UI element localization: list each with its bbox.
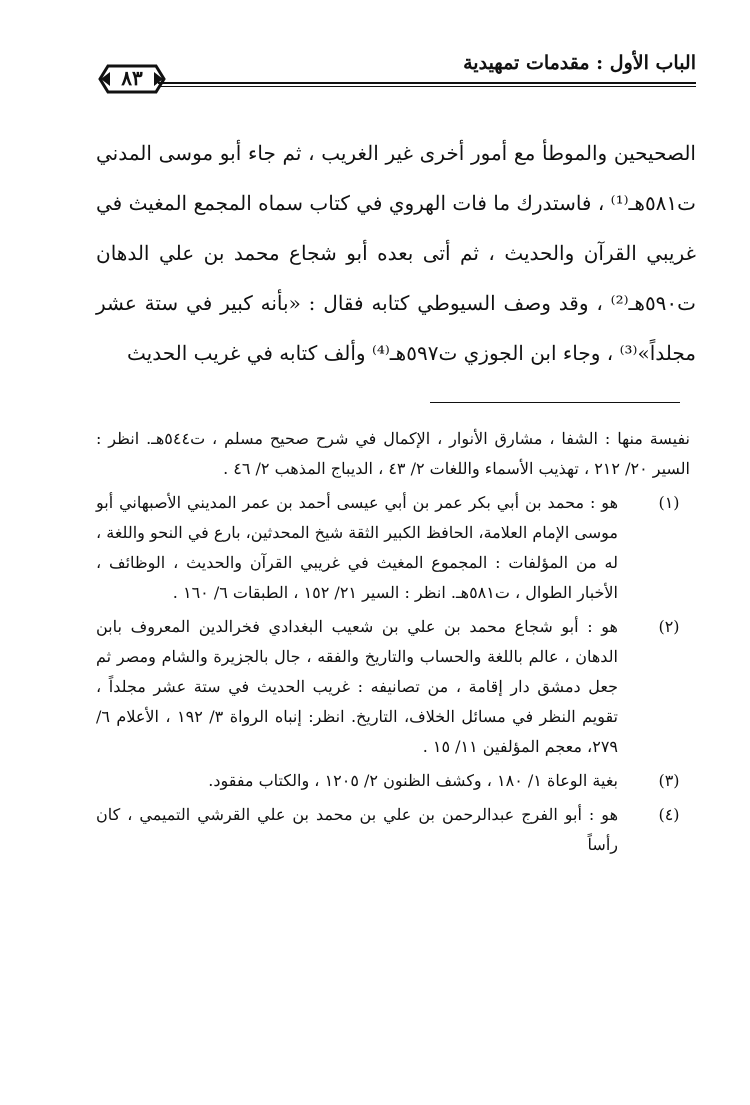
footnote-continuation: نفيسة منها : الشفا ، مشارق الأنوار ، الإكمال في شرح صحيح مسلم ، ت٥٤٤هـ. انظر : السير ٢٠/ ٢١٢ ، تهذيب الأسماء واللغات ٢/ ٤٣ ، الديباج المذهب ٢/ ٤٦ . bbox=[96, 429, 691, 478]
footnote-text: هو : أبو الفرج عبدالرحمن بن علي بن محمد بن علي القرشي التميمي ، كان رأساً bbox=[96, 805, 618, 854]
footnote-2 bbox=[96, 612, 690, 762]
footnotes bbox=[96, 424, 690, 860]
footnote-number: (٢) bbox=[658, 617, 680, 636]
footnote-number: (٣) bbox=[658, 771, 680, 790]
footnote-number: (٤) bbox=[658, 805, 680, 824]
main-paragraph: الصحيحين والموطأ مع أمور أخرى غير الغريب ، ثم جاء أبو موسى المدني ت٥٨١هـ⁽¹⁾ ، فاستدرك ما فات الهروي في كتاب سماه المجمع المغيث في غريبي القرآن والحديث ، ثم أتى بعده أبو شجاع محمد بن علي الدهان ت٥٩٠هـ⁽²⁾ ، وقد وصف السيوطي كتابه فقال : «بأنه كبير في ستة عشر مجلداً»⁽³⁾ ، وجاء ابن الجوزي ت٥٩٧هـ⁽⁴⁾ وألف كتابه في غريب الحديث bbox=[95, 141, 696, 365]
page-number-frame bbox=[98, 64, 166, 94]
chapter-title: الباب الأول : مقدمات تمهيدية bbox=[463, 52, 696, 74]
footnote-text: هو : محمد بن أبي بكر عمر بن أبي عيسى أحمد بن عمر المديني الأصبهاني أبو موسى الإمام العلامة، الحافظ الكبير الثقة شيخ المحدثين، بارع في النحو واللغة ، له من المؤلفات : المجموع المغيث في غريبي القرآن والحديث ، الوظائف ، الأخبار الطوال ، ت٥٨١هـ. انظر : السير ٢١/ ١٥٢ ، الطبقات ٦/ ١٦٠ . bbox=[96, 493, 618, 602]
page-number: ٨٣ bbox=[121, 66, 143, 90]
main-text bbox=[96, 128, 696, 378]
footnote-number: (١) bbox=[658, 493, 680, 512]
header-rule-thin bbox=[158, 86, 696, 87]
footnote-text: هو : أبو شجاع محمد بن علي بن شعيب البغدادي فخرالدين المعروف بابن الدهان ، عالم باللغة والحساب والتاريخ والفقه ، جال بالجزيرة والشام ومصر ثم جعل دمشق دار إقامة ، من تصانيفه : غريب الحديث في ستة عشر مجلداً ، تقويم النظر في مسائل الخلاف، التاريخ. انظر: إنباه الرواة ٣/ ١٩٢ ، الأعلام ٦/ ٢٧٩، معجم المؤلفين ١١/ ١٥ . bbox=[96, 617, 619, 756]
footnote-text: بغية الوعاة ١/ ١٨٠ ، وكشف الظنون ٢/ ١٢٠٥ ، والكتاب مفقود. bbox=[208, 771, 618, 790]
footnote-1 bbox=[96, 488, 690, 608]
footnote-3 bbox=[96, 766, 690, 796]
header-rule bbox=[158, 82, 696, 84]
footnote-separator bbox=[430, 402, 680, 403]
footnote-4 bbox=[96, 800, 690, 860]
page-header bbox=[98, 46, 696, 90]
